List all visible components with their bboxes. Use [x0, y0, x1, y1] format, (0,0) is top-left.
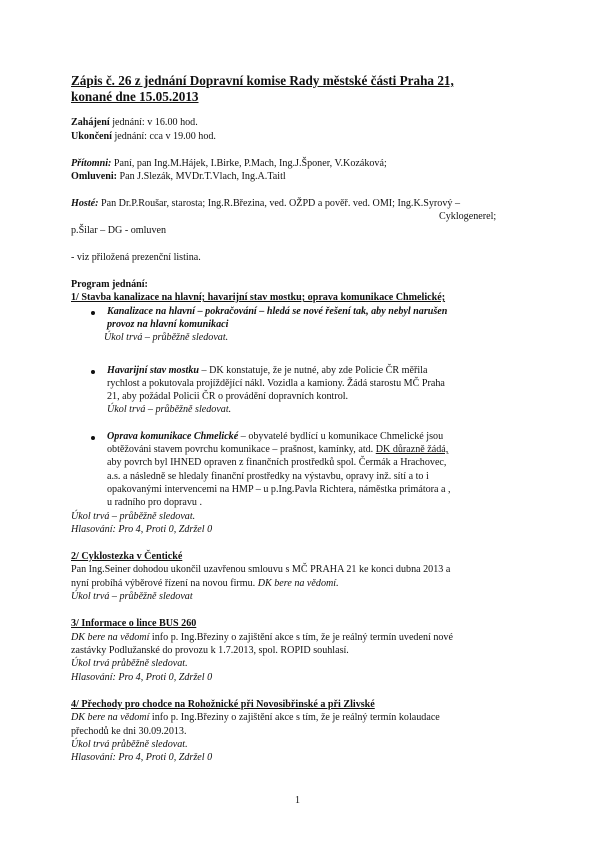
- item2-line2: [71, 577, 339, 590]
- item1-sub3-text: – obyvatelé bydlící u komunikace Chmelické jsou: [238, 431, 444, 442]
- presence-note: - viz přiložená prezenční listina.: [71, 252, 201, 263]
- item1-sub2-text: – DK konstatuje, že je nutné, aby zde Policie ČR měřila: [198, 365, 428, 376]
- end-line: [71, 130, 216, 143]
- item1-sub3-line4: a.s. a následně se hledaly finanční prostředky na výstavbu, opravy inž. sítí a to i: [107, 471, 429, 482]
- guests-text: Pan Dr.P.Roušar, starosta; Ing.R.Březina, ved. OŽPD a pověř. ved. OMI; Ing.K.Syrový –: [98, 198, 461, 209]
- item1-task: Úkol trvá – průběžně sledovat.: [71, 511, 196, 522]
- item4-line1-text: info p. Ing.Březiny o zajištění akce s tím, že je reálný termín kolaudace: [149, 712, 440, 723]
- bullet-icon: [91, 311, 95, 315]
- item1-vote: Hlasování: Pro 4, Proti 0, Zdržel 0: [71, 524, 213, 535]
- guests-label: Hosté:: [71, 198, 99, 209]
- item1-sub3-label: Oprava komunikace Chmelické: [107, 431, 239, 442]
- guests-line-3: p.Šilar – DG - omluven: [71, 225, 167, 236]
- item3-heading: 3/ Informace o lince BUS 260: [71, 618, 197, 629]
- page-title: [71, 73, 541, 105]
- title-line-2: konané dne 15.05.2013: [71, 89, 199, 104]
- item1-sub2-line2: rychlost a pokutovala projíždějící nákl. Vozidla a kamiony. Žádá starostu MČ Praha: [107, 378, 445, 389]
- item1-sub3-line2-text: obtěžováni stavem povrchu komunikace – prašnost, kamínky, atd.: [107, 444, 376, 455]
- present-text: Paní, pan Ing.M.Hájek, I.Birke, P.Mach, Ing.J.Šponer, V.Kozáková;: [111, 158, 387, 169]
- start-label: Zahájení: [71, 117, 110, 128]
- item3-line1-text: info p. Ing.Březiny o zajištění akce s tím, že je reálný termín uvedení nové: [149, 632, 453, 643]
- item3-line1-note: DK bere na vědomí: [71, 632, 150, 643]
- item1-sub2-line1: [107, 364, 427, 377]
- item1-sub3-line2-emphasis: DK důrazně žádá,: [375, 444, 449, 455]
- program-heading: Program jednání:: [71, 279, 148, 290]
- item1-sub1-task: Úkol trvá – průběžně sledovat.: [104, 332, 229, 343]
- item4-line1-note: DK bere na vědomí: [71, 712, 150, 723]
- item1-sub3-line6: u radního pro dopravu .: [107, 497, 203, 508]
- item2-task: Úkol trvá – průběžně sledovat: [71, 591, 193, 602]
- item3-line2: zastávky Podlužanské do provozu k 1.7.2013, spol. ROPID souhlasí.: [71, 645, 349, 656]
- item1-sub3-line1: [107, 430, 443, 443]
- item4-heading: 4/ Přechody pro chodce na Rohožnické při Novosibřinské a při Zlivské: [71, 699, 375, 710]
- item1-sub3-line3: aby povrch byl IHNED opraven z finančních prostředků spol. Čermák a Hrachovec,: [107, 457, 447, 468]
- bullet-icon: [91, 436, 95, 440]
- item3-line1: [71, 631, 453, 644]
- item2-heading: 2/ Cyklostezka v Čentické: [71, 551, 183, 562]
- end-text: jednání: cca v 19.00 hod.: [111, 131, 216, 142]
- item2-line2-text: nyní probíhá výběrové řízení na novou firmu.: [71, 578, 258, 589]
- excused-line: [71, 170, 286, 183]
- item4-line1: [71, 711, 440, 724]
- item1-heading: 1/ Stavba kanalizace na hlavní; havarijní stav mostku; oprava komunikace Chmelické;: [71, 292, 446, 303]
- start-text: jednání: v 16.00 hod.: [109, 117, 198, 128]
- guests-line-2: Cyklogenerel;: [439, 211, 497, 222]
- item1-sub1-line2: provoz na hlavní komunikaci: [107, 319, 229, 330]
- excused-label: Omluveni:: [71, 171, 117, 182]
- item3-task: Úkol trvá průběžně sledovat.: [71, 658, 188, 669]
- item1-sub3-line5: opakovanými intervencemi na HMP – u p.Ing.Pavla Richtera, náměstka primátora a ,: [107, 484, 451, 495]
- present-line: [71, 157, 387, 170]
- item3-vote: Hlasování: Pro 4, Proti 0, Zdržel 0: [71, 672, 213, 683]
- item4-vote: Hlasování: Pro 4, Proti 0, Zdržel 0: [71, 752, 213, 763]
- title-line-1: Zápis č. 26 z jednání Dopravní komise Rady městské části Praha 21,: [71, 73, 454, 88]
- end-label: Ukončení: [71, 131, 112, 142]
- start-line: [71, 116, 198, 129]
- present-label: Přítomni:: [71, 158, 112, 169]
- item1-sub3-line2: [107, 443, 448, 456]
- item1-sub2-task: Úkol trvá – průběžně sledovat.: [107, 404, 232, 415]
- excused-text: Pan J.Slezák, MVDr.T.Vlach, Ing.A.Taitl: [116, 171, 286, 182]
- item1-sub2-line3: 21, aby požádal Policii ČR o provádění dopravních kontrol.: [107, 391, 349, 402]
- item2-line2-note: DK bere na vědomí.: [257, 578, 339, 589]
- item4-line2: přechodů ke dni 30.09.2013.: [71, 726, 187, 737]
- item1-sub2-label: Havarijní stav mostku: [107, 365, 199, 376]
- bullet-icon: [91, 370, 95, 374]
- item1-sub1-line1: Kanalizace na hlavní – pokračování – hledá se nové řešení tak, aby nebyl narušen: [107, 306, 448, 317]
- item2-line1: Pan Ing.Seiner dohodou ukončil uzavřenou smlouvu s MČ PRAHA 21 ke konci dubna 2013 a: [71, 564, 451, 575]
- page-number: 1: [295, 795, 300, 806]
- item4-task: Úkol trvá průběžně sledovat.: [71, 739, 188, 750]
- guests-line: [71, 197, 460, 210]
